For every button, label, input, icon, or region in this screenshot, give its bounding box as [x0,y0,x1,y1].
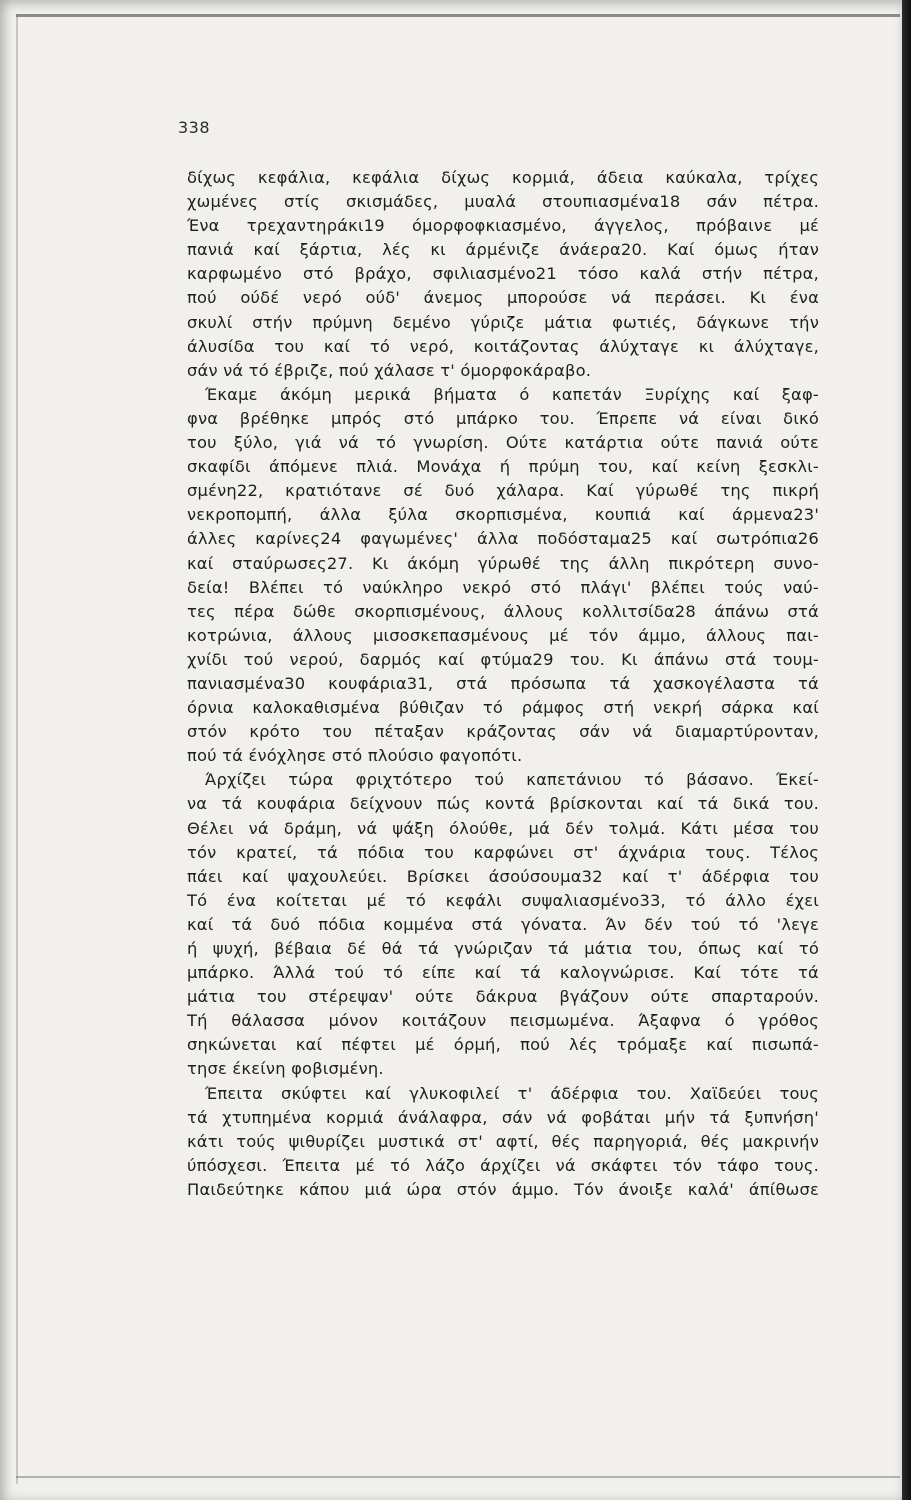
text-line: σκυλί στήν πρύμνη δεμένο γύριζε μάτια φωτιές, δάγκωνε τήν [187,312,819,332]
text-line: τά χτυπημένα κορμιά άνάλαφρα, σάν νά φοβάται μήν τά ξυπνήση' [187,1107,819,1127]
page-number: 338 [178,118,211,137]
text-line: τόν κρατεί, τά πόδια του καρφώνει στ' άχνάρια τους. Τέλος [187,842,819,862]
text-line: πανιά καί ξάρτια, λές κι άρμένιζε άνάερα20. Καί όμως ήταν [187,240,819,260]
text-line: όρνια καλοκαθισμένα βύθιζαν τό ράμφος στή νεκρή σάρκα καί [187,698,819,718]
text-line: Ένα τρεχαντηράκι19 όμορφοφκιασμένο, άγγελος, πρόβαινε μέ [187,216,819,236]
text-line: Παιδεύτηκε κάπου μιά ώρα στόν άμμο. Τόν άνοιξε καλά' άπίθωσε [187,1179,819,1199]
text-line: σμένη22, κρατιότανε σέ δυό χάλαρα. Καί γύρωθέ της πικρή [187,481,819,501]
text-line: πανιασμένα30 κουφάρια31, στά πρόσωπα τά χασκογέλαστα τά [187,673,819,693]
text-line: φνα βρέθηκε μπρός στό μπάρκο του. Έπρεπε νά είναι δικό [187,408,819,428]
scan-right-border [902,0,911,1500]
text-line: Έκαμε άκόμη μερικά βήματα ό καπετάν Ξυρίχης καί ξαφ- [205,384,819,404]
text-line: άλλες καρίνες24 φαγωμένες' άλλα ποδόσταμα25 καί σωτρόπια26 [187,529,819,549]
scan-bottom-edge [16,1476,900,1478]
text-line: χνίδι τού νερού, δαρμός καί φτύμα29 του. Κι άπάνω στά τουμ- [187,649,819,669]
text-line: δίχως κεφάλια, κεφάλια δίχως κορμιά, άδεια καύκαλα, τρίχες [187,168,819,187]
text-line: πάει καί ψαχουλεύει. Βρίσκει άσούσουμα32 καί τ' άδέρφια του [187,866,819,886]
text-line: Άρχίζει τώρα φριχτότερο τού καπετάνιου τό βάσανο. Έκεί- [205,770,819,790]
text-line: ή ψυχή, βέβαια δέ θά τά γνώριζαν τά μάτια του, όπως καί τό [187,939,819,958]
text-line: δεία! Βλέπει τό ναύκληρο νεκρό στό πλάγι' βλέπει τούς ναύ- [187,577,819,597]
body-text [187,166,819,1202]
text-line: Τή θάλασσα μόνον κοιτάζουν πεισμωμένα. Άξαφνα ό γρόθος [187,1011,819,1031]
text-line: καί τά δυό πόδια κομμένα στά γόνατα. Άν δέν τού τό 'λεγε [187,914,819,934]
text-line: καρφωμένο στό βράχο, σφιλιασμένο21 τόσο καλά στήν πέτρα, [187,264,819,284]
text-line: πού τά ένόχλησε στό πλούσιο φαγοπότι. [187,746,523,766]
text-line: στόν κρότο του πέταξαν κράζοντας σάν νά διαμαρτύρονταν, [187,722,819,742]
text-line: Τό ένα κοίτεται μέ τό κεφάλι συψαλιασμένο33, τό άλλο έχει [187,890,819,910]
text-line: σηκώνεται καί πέφτει μέ όρμή, πού λές τρόμαξε καί πισωπά- [187,1035,819,1055]
text-line: μάτια του στέρεψαν' ούτε δάκρυα βγάζουν ούτε σπαρταρούν. [187,987,819,1007]
text-line: να τά κουφάρια δείχνουν πώς κοντά βρίσκονται καί τά δικά του. [187,794,819,814]
text-line: πού ούδέ νερό ούδ' άνεμος μπορούσε νά περάσει. Κι ένα [187,288,819,308]
text-line: σάν νά τό έβριζε, πού χάλασε τ' όμορφοκάραβο. [187,360,592,380]
text-line: κάτι τούς ψιθυρίζει μυστικά στ' αφτί, θές παρηγοριά, θές μακρινήν [187,1131,819,1151]
scan-top-edge [16,14,900,17]
text-line: σκαφίδι άπόμενε πλιά. Μονάχα ή πρύμη του, καί κείνη ξεσκλι- [187,457,819,477]
text-line: Έπειτα σκύφτει καί γλυκοφιλεί τ' άδέρφια του. Χαϊδεύει τους [205,1083,819,1103]
text-line: άλυσίδα του καί τό νερό, κοιτάζοντας άλύχταγε κι άλύχταγε, [187,336,819,356]
scan-left-edge [16,14,18,1484]
text-line: μπάρκο. Άλλά τού τό είπε καί τά καλογνώρισε. Καί τότε τά [187,963,819,983]
text-line: τες πέρα δώθε σκορπισμένους, άλλους κολλιτσίδα28 άπάνω στά [187,601,819,621]
text-line: κοτρώνια, άλλους μισοσκεπασμένους μέ τόν άμμο, άλλους παι- [187,625,819,645]
text-line: τησε έκείνη φοβισμένη. [187,1059,384,1079]
text-line: χωμένες στίς σκισμάδες, μυαλά στουπιασμένα18 σάν πέτρα. [187,192,819,212]
text-line: Θέλει νά δράμη, νά ψάξη όλούθε, μά δέν τολμά. Κάτι μέσα του [187,818,819,838]
text-line: νεκροπομπή, άλλα ξύλα σκορπισμένα, κουπιά καί άρμενα23' [187,505,819,525]
text-line: του ξύλο, γιά νά τό γνωρίση. Ούτε κατάρτια ούτε πανιά ούτε [187,433,819,453]
text-line: καί σταύρωσες27. Κι άκόμη γύρωθέ της άλλη πικρότερη συνο- [187,553,819,573]
text-line: ύπόσχεσι. Έπειτα μέ τό λάζο άρχίζει νά σκάφτει τόν τάφο τους. [187,1155,819,1175]
